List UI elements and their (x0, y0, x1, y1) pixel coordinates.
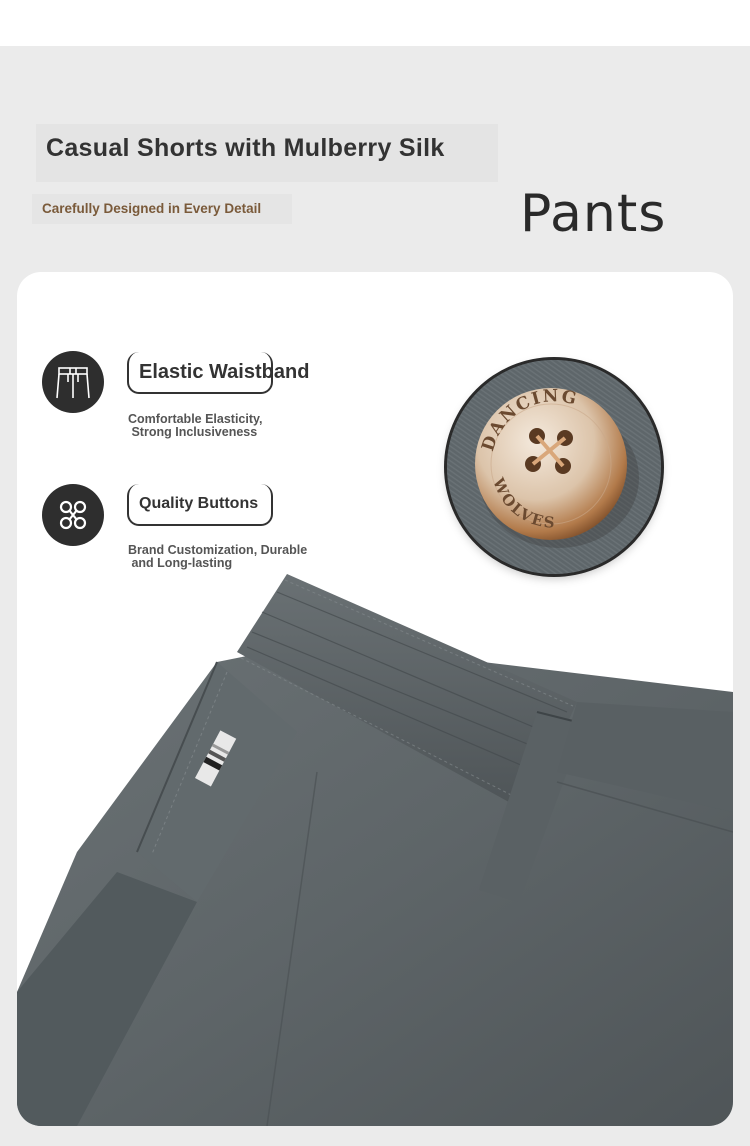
subtitle-box (32, 194, 292, 224)
button-closeup-photo (447, 360, 661, 574)
headline-box (36, 124, 498, 182)
top-white-strip (0, 0, 750, 46)
page-subtitle: Carefully Designed in Every Detail (42, 201, 262, 216)
feature-title-buttons: Quality Buttons (127, 484, 273, 526)
pants-closeup-photo (17, 572, 733, 1126)
feature-desc-waistband: Comfortable Elasticity, Strong Inclusiveness (128, 412, 263, 439)
button-text-bottom: WOLVES (489, 475, 558, 532)
feature-desc-buttons: Brand Customization, Durable and Long-lasting (128, 543, 308, 570)
pants-icon (42, 351, 104, 413)
button-icon (42, 484, 104, 546)
feature-title-waistband: Elastic Waistband (127, 352, 273, 394)
brand-wordmark: Pants (520, 184, 667, 244)
button-text-top: DANCING (478, 386, 581, 454)
detail-card (17, 272, 733, 1126)
page-title: Casual Shorts with Mulberry Silk (46, 134, 445, 162)
